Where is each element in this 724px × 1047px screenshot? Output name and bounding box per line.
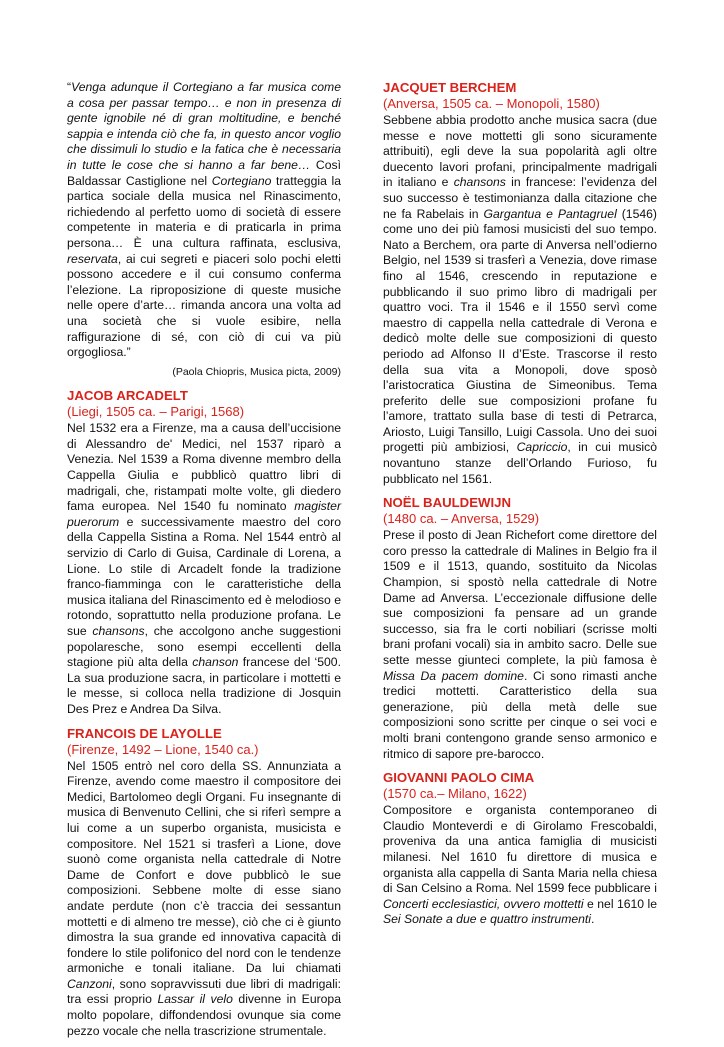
composer-dates: (Anversa, 1505 ca. – Monopoli, 1580) [383, 96, 600, 111]
quote-source: (Paola Chiopris, Musica picta, 2009) [172, 365, 341, 378]
composer-dates: (1570 ca.– Milano, 1622) [383, 786, 527, 802]
composer-name: JACOB ARCADELT [67, 388, 188, 404]
left-column [67, 80, 341, 1047]
quote-paragraph: “Venga adunque il Cortegiano a far musica come a cosa per passar tempo… e non in presenza di gente ignobile né di gran moltitudine, e benché sappia e intenda ciò che fa, in questo ancor voglio che dissimuli lo studio e la fatica che è necessaria in tutte le cose che si hanno a far bene… Così Baldassar Castiglione nel Cortegiano tratteggia la partica sociale della musica nel Rinascimento, richiedendo al perfetto uomo di società di essere competente in materia e di praticarla in prima persona… È una cultura raffinata, esclusiva, reservata, ai cui segreti e piaceri solo pochi eletti possono accedere e il cui consumo conferma l’elezione. La riproposizione di queste musiche nelle opere d’arte… rimanda ancora una volta ad una società che si vuole esibire, nella raffigurazione di sé, con ciò di cui va più orgogliosa.” [67, 80, 341, 360]
composer-dates: (Firenze, 1492 – Lione, 1540 ca.) [67, 741, 259, 757]
composer-dates: (1480 ca. – Anversa, 1529) [383, 511, 540, 527]
composer-bio: Nel 1532 era a Firenze, ma a causa dell’uccisione di Alessandro de' Medici, nel 1537 riparò a Venezia. Nel 1539 a Roma divenne membro della Cappella Giulia e pubblicò quattro libri di madrigali, che, ristampati molte volte, gli diedero fama europea. Nel 1540 fu nominato magister puerorum e successivamente maestro del coro della Cappella Sistina a Roma. Nel 1544 entrò al servizio di Carlo di Guisa, Cardinale di Lorena, a Lione. Lo stile di Arcadelt fonde la tradizione franco-fiamminga con le caratteristiche della musica italiana del Rinascimento ed è melodioso e rotondo, soprattutto nella produzione profana. Le sue chansons, che accolgono anche suggestioni popolaresche, sono esempi eccellenti della stagione più alta della chanson francese del ‘500. La sua produzione sacra, in particolare i mottetti e le messe, si colloca nella tradizione di Josquin Des Prez e Andrea Da Silva. [67, 421, 341, 716]
composer-bio: Compositore e organista contemporaneo di Claudio Monteverdi e di Girolamo Frescobaldi, proveniva da una antica famiglia di musicisti milanesi. Nel 1610 fu direttore di musica e organista alla cappella di Santa Maria nella chiesa di San Celsino a Roma. Nel 1599 fece pubblicare i Concerti ecclesiastici, ovvero mottetti e nel 1610 le Sei Sonate a due e quattro instrumenti. [383, 803, 657, 927]
composer-bio: Prese il posto di Jean Richefort come direttore del coro presso la cattedrale di Malines in Belgio fra il 1509 e il 1513, quando, sostituito da Nicolas Champion, si spostò nella cattedrale di Notre Dame ad Anversa. L’eccezionale diffusione delle sue composizioni fa pensare ad un grande successo, sia fra le corti nobiliari (scrisse molti brani profani vocali) sia in ambito sacro. Delle sue sette messe giunteci complete, la più famosa è Missa Da pacem domine. Ci sono rimasti anche tredici mottetti. Caratteristico della sua generazione, più della metà delle sue composizioni sono scritte per cinque o sei voci e molti brani contengono grande senso armonico e ritmico di sapore pre-barocco. [383, 528, 657, 761]
right-column [383, 80, 657, 936]
composer-bio: Nel 1505 entrò nel coro della SS. Annunziata a Firenze, avendo come maestro il compositore dei Medici, Bartolomeo degli Organi. Fu insegnante di musica di Benvenuto Cellini, che si riferì sempre a lui come a un superbo organista, musicista e compositore. Nel 1521 si trasferì a Lione, dove suonò come organista nella cattedrale di Notre Dame de Confort e dove pubblicò le sue composizioni. Sebbene molte di esse siano andate perdute (non c’è traccia dei sessantun mottetti e di almeno tre messe), ciò che ci è giunto dimostra la sua grande ed innovativa capacità di fondere lo stile polifonico del nord con le tendenze armoniche e tonali italiane. Da lui chiamati Canzoni, sono sopravvissuti due libri di madrigali: tra essi proprio Lassar il velo divenne in Europa molto popolare, diffondendosi ovunque sia come pezzo vocale che nella trascrizione strumentale. [67, 758, 341, 1038]
section-arcadelt [67, 388, 341, 717]
composer-name: GIOVANNI PAOLO CIMA [383, 770, 535, 786]
composer-name: JACQUET BERCHEM [383, 80, 517, 95]
composer-name: FRANCOIS DE LAYOLLE [67, 725, 222, 741]
section-layolle [67, 726, 341, 1040]
section-cima [383, 770, 657, 928]
composer-bio: Sebbene abbia prodotto anche musica sacra (due messe e nove mottetti gli sono sicuramente attribuiti), egli deve la sua popolarità agli oltre duecento lavori profani, principalmente madrigali in italiano e chansons in francese: l’evidenza del suo successo è testimonianza dalla citazione che ne fa Rabelais in Gargantua e Pantagruel (1546) come uno dei più famosi musicisti del suo tempo. Nato a Berchem, ora parte di Anversa nell’odierno Belgio, nel 1539 si trasferì a Venezia, dove rimase fino al 1546, crescendo in reputazione e pubblicando il suo primo libro di madrigali per quattro voci. Tra il 1546 e il 1550 servì come maestro di cappella nella cattedrale di Verona e dedicò molte delle sue composizioni di questo periodo ad Alfonso II d’Este. Trascorse il resto della sua vita a Monopoli, dove sposò l’aristocratica Giustina de Simeonibus. Tema preferito delle sue composizioni profane fu l’amore, trattato sulla base di testi di Petrarca, Ariosto, Luigi Tansillo, Luigi Cassola. Uno dei suoi progetti più ambiziosi, Capriccio, in cui musicò novantuno stanze dell’Orlando Furioso, fu pubblicato nel 1561. [383, 113, 657, 486]
composer-dates: (Liegi, 1505 ca. – Parigi, 1568) [67, 404, 245, 420]
composer-name: NOËL BAULDEWIJN [383, 495, 511, 511]
quote-section [67, 80, 341, 380]
section-bauldewijn [383, 495, 657, 762]
section-berchem [383, 80, 657, 487]
